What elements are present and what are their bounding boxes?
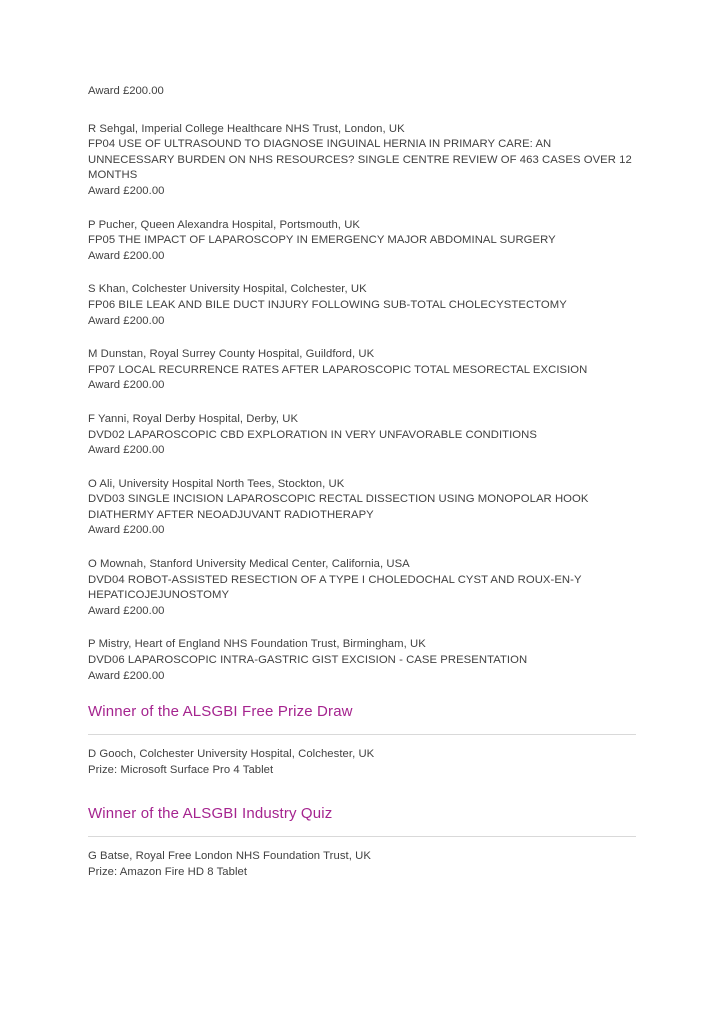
entry-title: DVD04 ROBOT-ASSISTED RESECTION OF A TYPE I CHOLEDOCHAL CYST AND ROUX-EN-Y HEPATICOJEJUNOSTOMY bbox=[88, 573, 585, 602]
entry-title: FP04 USE OF ULTRASOUND TO DIAGNOSE INGUINAL HERNIA IN PRIMARY CARE: AN UNNECESSARY BURDEN ON NHS RESOURCES? SINGLE CENTRE REVIEW OF 463 CASES OVER 12 MONTHS bbox=[88, 138, 636, 182]
entry-title: FP06 BILE LEAK AND BILE DUCT INJURY FOLLOWING SUB-TOTAL CHOLECYSTECTOMY bbox=[88, 298, 567, 311]
entry-author: O Ali, University Hospital North Tees, Stockton, UK bbox=[88, 477, 345, 490]
entry-author: P Mistry, Heart of England NHS Foundation Trust, Birmingham, UK bbox=[88, 638, 426, 651]
winner-block-prize-draw bbox=[88, 747, 636, 778]
award-entry bbox=[88, 218, 636, 265]
section-heading-industry-quiz: Winner of the ALSGBI Industry Quiz bbox=[88, 805, 333, 823]
entry-award: Award £200.00 bbox=[88, 249, 165, 262]
winner-name: G Batse, Royal Free London NHS Foundation Trust, UK bbox=[88, 850, 371, 863]
award-entry bbox=[88, 637, 636, 684]
award-entry bbox=[88, 282, 636, 329]
entry-award: Award £200.00 bbox=[88, 669, 165, 682]
award-entry bbox=[88, 122, 636, 200]
entry-author: P Pucher, Queen Alexandra Hospital, Portsmouth, UK bbox=[88, 218, 361, 231]
entry-award: Award £200.00 bbox=[88, 604, 165, 617]
award-entry bbox=[88, 412, 636, 459]
entry-title: DVD02 LAPAROSCOPIC CBD EXPLORATION IN VERY UNFAVORABLE CONDITIONS bbox=[88, 428, 537, 441]
entry-title: DVD06 LAPAROSCOPIC INTRA-GASTRIC GIST EXCISION - CASE PRESENTATION bbox=[88, 654, 528, 667]
winner-prize: Prize: Microsoft Surface Pro 4 Tablet bbox=[88, 763, 274, 776]
entry-award: Award £200.00 bbox=[88, 444, 165, 457]
entry-title: FP05 THE IMPACT OF LAPAROSCOPY IN EMERGENCY MAJOR ABDOMINAL SURGERY bbox=[88, 234, 556, 247]
entry-award: Award £200.00 bbox=[88, 379, 165, 392]
entry-author: S Khan, Colchester University Hospital, Colchester, UK bbox=[88, 283, 367, 296]
award-entry bbox=[88, 347, 636, 394]
document-content bbox=[88, 84, 636, 881]
entry-title: DVD03 SINGLE INCISION LAPAROSCOPIC RECTAL DISSECTION USING MONOPOLAR HOOK DIATHERMY AFTER NEOADJUVANT RADIOTHERAPY bbox=[88, 493, 592, 521]
entry-author: R Sehgal, Imperial College Healthcare NHS Trust, London, UK bbox=[88, 122, 405, 135]
lead-award-text: Award £200.00 bbox=[88, 85, 164, 97]
winner-block-industry-quiz bbox=[88, 849, 636, 880]
entry-award: Award £200.00 bbox=[88, 524, 165, 537]
divider bbox=[88, 734, 636, 735]
entry-award: Award £200.00 bbox=[88, 184, 165, 197]
entry-author: F Yanni, Royal Derby Hospital, Derby, UK bbox=[88, 412, 299, 425]
divider bbox=[88, 836, 636, 837]
entry-award: Award £200.00 bbox=[88, 314, 165, 327]
section-heading-prize-draw: Winner of the ALSGBI Free Prize Draw bbox=[88, 703, 353, 721]
entry-author: O Mownah, Stanford University Medical Center, California, USA bbox=[88, 558, 410, 571]
winner-name: D Gooch, Colchester University Hospital, Colchester, UK bbox=[88, 748, 375, 761]
award-entry bbox=[88, 477, 636, 539]
winner-prize: Prize: Amazon Fire HD 8 Tablet bbox=[88, 866, 248, 878]
award-entry bbox=[88, 557, 636, 619]
entry-title: FP07 LOCAL RECURRENCE RATES AFTER LAPAROSCOPIC TOTAL MESORECTAL EXCISION bbox=[88, 363, 588, 376]
entry-author: M Dunstan, Royal Surrey County Hospital, Guildford, UK bbox=[88, 348, 375, 361]
